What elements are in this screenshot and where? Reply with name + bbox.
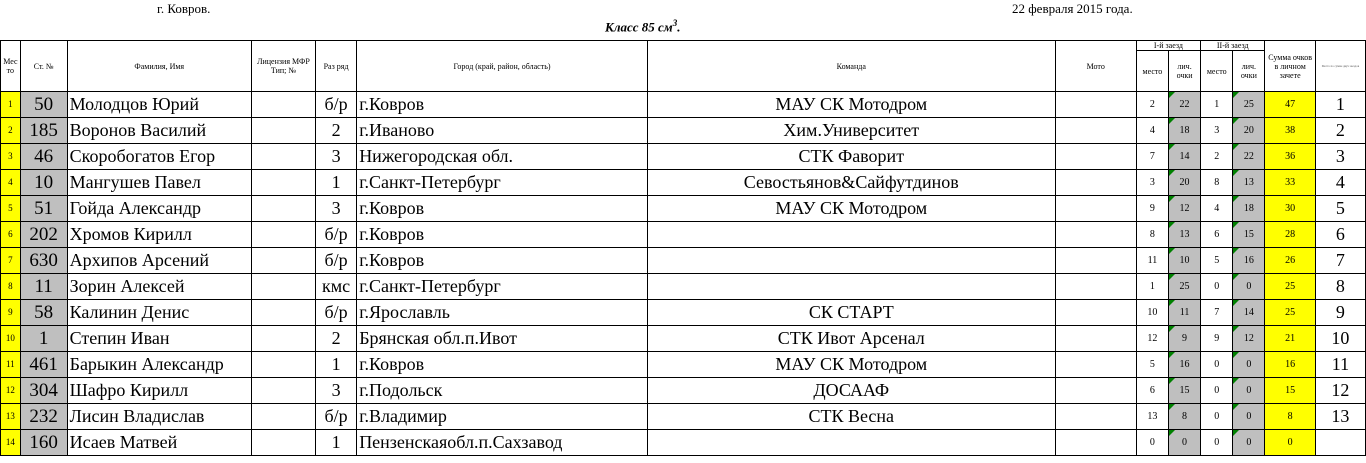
city-cell: г.Иваново xyxy=(357,118,648,144)
heat2-place-cell: 0 xyxy=(1201,274,1233,300)
city-cell: г.Ковров xyxy=(357,196,648,222)
team-cell: МАУ СК Мотодром xyxy=(647,92,1055,118)
rank-cell: 2 xyxy=(315,326,356,352)
heat1-place-cell: 5 xyxy=(1136,352,1168,378)
license-cell xyxy=(251,326,315,352)
rank-cell: б/р xyxy=(315,404,356,430)
place-cell: 5 xyxy=(1,196,21,222)
heat1-points-cell: 14 xyxy=(1169,144,1201,170)
number-cell: 304 xyxy=(20,378,67,404)
rank-cell: 2 xyxy=(315,118,356,144)
final-place-cell: 3 xyxy=(1315,144,1365,170)
license-cell xyxy=(251,118,315,144)
moto-cell xyxy=(1055,92,1136,118)
date-label: 22 февраля 2015 года. xyxy=(1012,1,1133,16)
sum-cell: 38 xyxy=(1265,118,1315,144)
col-heat2: II-й заезд xyxy=(1201,41,1265,51)
header-row xyxy=(1,41,1366,51)
license-cell xyxy=(251,404,315,430)
sum-cell: 16 xyxy=(1265,352,1315,378)
number-cell: 11 xyxy=(20,274,67,300)
col-heat1-points: лич. очки xyxy=(1169,51,1201,92)
final-place-cell: 9 xyxy=(1315,300,1365,326)
number-cell: 630 xyxy=(20,248,67,274)
number-cell: 50 xyxy=(20,92,67,118)
city-cell: г.Владимир xyxy=(357,404,648,430)
heat1-place-cell: 3 xyxy=(1136,170,1168,196)
number-cell: 185 xyxy=(20,118,67,144)
number-cell: 202 xyxy=(20,222,67,248)
sum-cell: 30 xyxy=(1265,196,1315,222)
table-row xyxy=(1,92,1366,118)
heat2-points-cell: 12 xyxy=(1233,326,1265,352)
heat1-place-cell: 8 xyxy=(1136,222,1168,248)
name-cell: Архипов Арсений xyxy=(67,248,251,274)
heat1-points-cell: 12 xyxy=(1169,196,1201,222)
heat1-place-cell: 0 xyxy=(1136,430,1168,456)
rank-cell: 1 xyxy=(315,352,356,378)
heat1-place-cell: 13 xyxy=(1136,404,1168,430)
table-row xyxy=(1,404,1366,430)
place-cell: 10 xyxy=(1,326,21,352)
place-cell: 1 xyxy=(1,92,21,118)
city-cell: Пензенскаяобл.п.Сахзавод xyxy=(357,430,648,456)
heat2-place-cell: 7 xyxy=(1201,300,1233,326)
heat2-place-cell: 1 xyxy=(1201,92,1233,118)
place-cell: 12 xyxy=(1,378,21,404)
city-label: г. Ковров. xyxy=(157,1,211,16)
col-city: Город (край, район, область) xyxy=(357,41,648,92)
license-cell xyxy=(251,170,315,196)
class-label: Класс 85 см xyxy=(605,19,673,35)
heat2-points-cell: 0 xyxy=(1233,352,1265,378)
team-cell xyxy=(647,222,1055,248)
name-cell: Хромов Кирилл xyxy=(67,222,251,248)
sum-cell: 0 xyxy=(1265,430,1315,456)
heat1-place-cell: 2 xyxy=(1136,92,1168,118)
table-row xyxy=(1,222,1366,248)
sum-cell: 33 xyxy=(1265,170,1315,196)
city-cell: г.Ярославль xyxy=(357,300,648,326)
sum-cell: 8 xyxy=(1265,404,1315,430)
license-cell xyxy=(251,352,315,378)
moto-cell xyxy=(1055,248,1136,274)
moto-cell xyxy=(1055,170,1136,196)
number-cell: 1 xyxy=(20,326,67,352)
team-cell: Хим.Университет xyxy=(647,118,1055,144)
heat2-points-cell: 22 xyxy=(1233,144,1265,170)
license-cell xyxy=(251,274,315,300)
city-cell: г.Подольск xyxy=(357,378,648,404)
place-cell: 8 xyxy=(1,274,21,300)
heat1-place-cell: 6 xyxy=(1136,378,1168,404)
license-cell xyxy=(251,300,315,326)
team-cell: СТК Ивот Арсенал xyxy=(647,326,1055,352)
heat2-points-cell: 25 xyxy=(1233,92,1265,118)
name-cell: Молодцов Юрий xyxy=(67,92,251,118)
heat1-points-cell: 25 xyxy=(1169,274,1201,300)
city-cell: г.Санкт-Петербург xyxy=(357,274,648,300)
team-cell xyxy=(647,248,1055,274)
name-cell: Исаев Матвей xyxy=(67,430,251,456)
heat1-points-cell: 11 xyxy=(1169,300,1201,326)
heat2-points-cell: 14 xyxy=(1233,300,1265,326)
city-cell: г.Ковров xyxy=(357,92,648,118)
final-place-cell: 11 xyxy=(1315,352,1365,378)
final-place-cell: 2 xyxy=(1315,118,1365,144)
sum-cell: 36 xyxy=(1265,144,1315,170)
sum-cell: 47 xyxy=(1265,92,1315,118)
place-cell: 7 xyxy=(1,248,21,274)
place-cell: 14 xyxy=(1,430,21,456)
col-heat1: I-й заезд xyxy=(1136,41,1200,51)
heat1-place-cell: 1 xyxy=(1136,274,1168,300)
final-place-cell: 10 xyxy=(1315,326,1365,352)
moto-cell xyxy=(1055,404,1136,430)
name-cell: Лисин Владислав xyxy=(67,404,251,430)
table-row xyxy=(1,300,1366,326)
moto-cell xyxy=(1055,196,1136,222)
team-cell: ДОСААФ xyxy=(647,378,1055,404)
team-cell: СК СТАРТ xyxy=(647,300,1055,326)
team-cell xyxy=(647,430,1055,456)
number-cell: 46 xyxy=(20,144,67,170)
heat2-points-cell: 0 xyxy=(1233,404,1265,430)
heat1-points-cell: 22 xyxy=(1169,92,1201,118)
heat2-place-cell: 0 xyxy=(1201,430,1233,456)
heat2-points-cell: 0 xyxy=(1233,378,1265,404)
license-cell xyxy=(251,222,315,248)
col-sum: Сумма очков в личном зачете xyxy=(1265,41,1315,92)
license-cell xyxy=(251,196,315,222)
col-heat2-place: место xyxy=(1201,51,1233,92)
final-place-cell: 12 xyxy=(1315,378,1365,404)
heat2-place-cell: 0 xyxy=(1201,352,1233,378)
license-cell xyxy=(251,248,315,274)
team-cell: СТК Фаворит xyxy=(647,144,1055,170)
table-row xyxy=(1,170,1366,196)
heat1-place-cell: 4 xyxy=(1136,118,1168,144)
moto-cell xyxy=(1055,352,1136,378)
table-row xyxy=(1,196,1366,222)
table-row xyxy=(1,144,1366,170)
heat1-points-cell: 16 xyxy=(1169,352,1201,378)
heat2-points-cell: 20 xyxy=(1233,118,1265,144)
number-cell: 232 xyxy=(20,404,67,430)
name-cell: Гойда Александр xyxy=(67,196,251,222)
heat2-place-cell: 5 xyxy=(1201,248,1233,274)
class-end: . xyxy=(677,19,681,35)
heat2-place-cell: 6 xyxy=(1201,222,1233,248)
place-cell: 11 xyxy=(1,352,21,378)
final-place-cell: 13 xyxy=(1315,404,1365,430)
rank-cell: б/р xyxy=(315,222,356,248)
heat1-place-cell: 7 xyxy=(1136,144,1168,170)
rank-cell: б/р xyxy=(315,248,356,274)
name-cell: Скоробогатов Егор xyxy=(67,144,251,170)
results-table xyxy=(0,40,1366,456)
class-title xyxy=(605,18,680,35)
sum-cell: 21 xyxy=(1265,326,1315,352)
heat1-points-cell: 0 xyxy=(1169,430,1201,456)
heat2-points-cell: 16 xyxy=(1233,248,1265,274)
col-final: Место по сумме двух заездов xyxy=(1315,41,1365,92)
place-cell: 3 xyxy=(1,144,21,170)
final-place-cell: 1 xyxy=(1315,92,1365,118)
sum-cell: 25 xyxy=(1265,300,1315,326)
col-rank: Раз ряд xyxy=(315,41,356,92)
city-cell: г.Ковров xyxy=(357,248,648,274)
rank-cell: 3 xyxy=(315,378,356,404)
col-heat1-place: место xyxy=(1136,51,1168,92)
city-cell: Брянская обл.п.Ивот xyxy=(357,326,648,352)
sum-cell: 15 xyxy=(1265,378,1315,404)
table-row xyxy=(1,326,1366,352)
moto-cell xyxy=(1055,222,1136,248)
moto-cell xyxy=(1055,378,1136,404)
col-moto: Мото xyxy=(1055,41,1136,92)
final-place-cell: 7 xyxy=(1315,248,1365,274)
heat1-points-cell: 9 xyxy=(1169,326,1201,352)
col-number: Ст. № xyxy=(20,41,67,92)
table-row xyxy=(1,430,1366,456)
number-cell: 160 xyxy=(20,430,67,456)
rank-cell: 3 xyxy=(315,196,356,222)
table-row xyxy=(1,274,1366,300)
city-cell: г.Ковров xyxy=(357,222,648,248)
moto-cell xyxy=(1055,144,1136,170)
heat1-place-cell: 11 xyxy=(1136,248,1168,274)
heat2-points-cell: 18 xyxy=(1233,196,1265,222)
table-row xyxy=(1,352,1366,378)
license-cell xyxy=(251,378,315,404)
heat1-place-cell: 12 xyxy=(1136,326,1168,352)
moto-cell xyxy=(1055,300,1136,326)
heat2-place-cell: 4 xyxy=(1201,196,1233,222)
heat2-points-cell: 0 xyxy=(1233,430,1265,456)
number-cell: 10 xyxy=(20,170,67,196)
place-cell: 9 xyxy=(1,300,21,326)
license-cell xyxy=(251,92,315,118)
team-cell: СТК Весна xyxy=(647,404,1055,430)
number-cell: 58 xyxy=(20,300,67,326)
place-cell: 4 xyxy=(1,170,21,196)
heat2-place-cell: 0 xyxy=(1201,404,1233,430)
rank-cell: б/р xyxy=(315,92,356,118)
final-place-cell xyxy=(1315,430,1365,456)
heat2-points-cell: 13 xyxy=(1233,170,1265,196)
heat1-place-cell: 10 xyxy=(1136,300,1168,326)
team-cell: Севостьянов&Сайфутдинов xyxy=(647,170,1055,196)
city-cell: Нижегородская обл. xyxy=(357,144,648,170)
moto-cell xyxy=(1055,430,1136,456)
team-cell xyxy=(647,274,1055,300)
rank-cell: б/р xyxy=(315,300,356,326)
license-cell xyxy=(251,144,315,170)
place-cell: 2 xyxy=(1,118,21,144)
heat1-points-cell: 15 xyxy=(1169,378,1201,404)
sum-cell: 25 xyxy=(1265,274,1315,300)
col-team: Команда xyxy=(647,41,1055,92)
number-cell: 461 xyxy=(20,352,67,378)
heat1-points-cell: 20 xyxy=(1169,170,1201,196)
heat2-place-cell: 2 xyxy=(1201,144,1233,170)
name-cell: Зорин Алексей xyxy=(67,274,251,300)
rank-cell: 1 xyxy=(315,170,356,196)
team-cell: МАУ СК Мотодром xyxy=(647,352,1055,378)
table-row xyxy=(1,118,1366,144)
name-cell: Барыкин Александр xyxy=(67,352,251,378)
heat1-place-cell: 9 xyxy=(1136,196,1168,222)
moto-cell xyxy=(1055,118,1136,144)
heat1-points-cell: 10 xyxy=(1169,248,1201,274)
city-cell: г.Санкт-Петербург xyxy=(357,170,648,196)
final-place-cell: 8 xyxy=(1315,274,1365,300)
name-cell: Шафро Кирилл xyxy=(67,378,251,404)
rank-cell: 3 xyxy=(315,144,356,170)
name-cell: Степин Иван xyxy=(67,326,251,352)
name-cell: Воронов Василий xyxy=(67,118,251,144)
place-cell: 13 xyxy=(1,404,21,430)
col-name: Фамилия, Имя xyxy=(67,41,251,92)
heat2-points-cell: 15 xyxy=(1233,222,1265,248)
heat2-place-cell: 0 xyxy=(1201,378,1233,404)
heat1-points-cell: 18 xyxy=(1169,118,1201,144)
sum-cell: 28 xyxy=(1265,222,1315,248)
name-cell: Калинин Денис xyxy=(67,300,251,326)
heat1-points-cell: 8 xyxy=(1169,404,1201,430)
table-row xyxy=(1,378,1366,404)
col-heat2-points: лич. очки xyxy=(1233,51,1265,92)
city-cell: г.Ковров xyxy=(357,352,648,378)
heat2-points-cell: 0 xyxy=(1233,274,1265,300)
place-cell: 6 xyxy=(1,222,21,248)
table-row xyxy=(1,248,1366,274)
team-cell: МАУ СК Мотодром xyxy=(647,196,1055,222)
license-cell xyxy=(251,430,315,456)
heat1-points-cell: 13 xyxy=(1169,222,1201,248)
rank-cell: 1 xyxy=(315,430,356,456)
number-cell: 51 xyxy=(20,196,67,222)
heat2-place-cell: 3 xyxy=(1201,118,1233,144)
class-superscript: 3 xyxy=(672,18,678,28)
final-place-cell: 6 xyxy=(1315,222,1365,248)
moto-cell xyxy=(1055,326,1136,352)
sum-cell: 26 xyxy=(1265,248,1315,274)
col-license: Лицензия МФР Тип; № xyxy=(251,41,315,92)
heat2-place-cell: 8 xyxy=(1201,170,1233,196)
col-place: Мес то xyxy=(1,41,21,92)
name-cell: Мангушев Павел xyxy=(67,170,251,196)
heat2-place-cell: 9 xyxy=(1201,326,1233,352)
rank-cell: кмс xyxy=(315,274,356,300)
final-place-cell: 4 xyxy=(1315,170,1365,196)
moto-cell xyxy=(1055,274,1136,300)
final-place-cell: 5 xyxy=(1315,196,1365,222)
